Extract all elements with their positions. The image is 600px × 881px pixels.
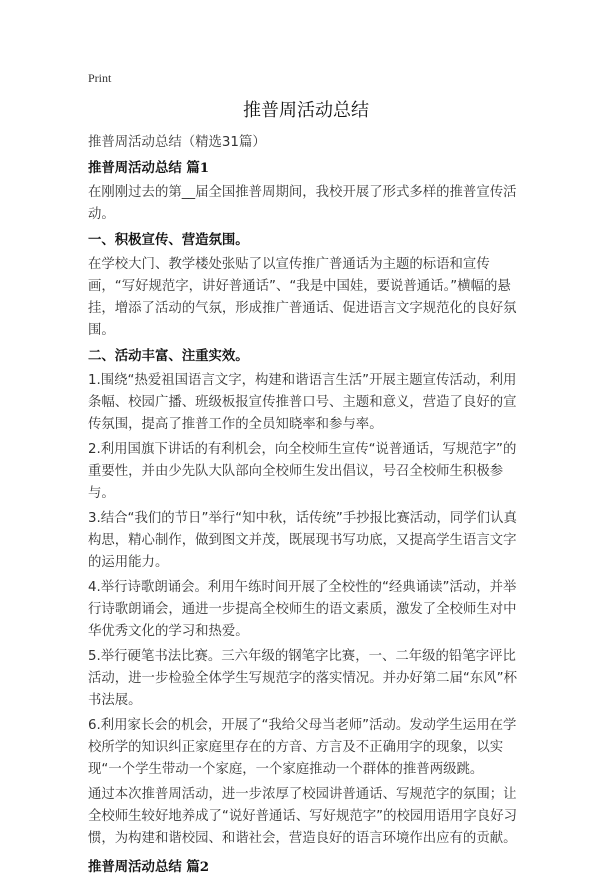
section-heading-2: 推普周活动总结 篇2	[88, 859, 210, 875]
document-page	[88, 68, 524, 881]
list-item: 3.结合“我们的节日”举行“知中秋，话传统”手抄报比赛活动，同学们认真构思，精心制作，做到图文并茂，既展现书写功底，又提高学生语言文字的运用能力。	[88, 511, 517, 570]
list-item: 1.围绕“热爱祖国语言文字，构建和谐语言生活”开展主题宣传活动，利用条幅、校园广播、班级板报宣传推普口号、主题和意义，营造了良好的宣传氛围，提高了推普工作的全员知晓率和参与率。	[88, 373, 517, 432]
list-item: 4.举行诗歌朗诵会。利用午练时间开展了全校性的“经典诵读”活动，并举行诗歌朗诵会，通进一步提高全校师生的语文素质，激发了全校师生对中华优秀文化的学习和热爱。	[88, 580, 517, 639]
subheading-2: 二、活动丰富、注重实效。	[88, 348, 249, 364]
list-item: 6.利用家长会的机会，开展了“我给父母当老师”活动。发动学生运用在学校所学的知识纠正家庭里存在的方音、方言及不正确用字的现象，以实现“一个学生带动一个家庭，一个家庭推动一个群体的推普两级跳。	[88, 718, 517, 777]
paragraph-publicity: 在学校大门、教学楼处张贴了以宣传推广普通话为主题的标语和宣传画，“写好规范字，讲好普通话”、“我是中国娃，要说普通话。”横幅的悬挂，增添了活动的气氛，形成推广普通话、促进语言文字规范化的良好氛围。	[88, 257, 517, 338]
print-link[interactable]: Print	[88, 71, 112, 85]
intro-paragraph: 在刚刚过去的第__届全国推普周期间，我校开展了形式多样的推普宣传活动。	[88, 185, 517, 222]
section-heading-1: 推普周活动总结 篇1	[88, 160, 210, 176]
document-title: 推普周活动总结	[243, 100, 369, 121]
subtitle: 推普周活动总结（精选31篇）	[88, 135, 266, 150]
subheading-1: 一、积极宣传、营造氛围。	[88, 232, 249, 248]
list-item: 5.举行硬笔书法比赛。三六年级的钢笔字比赛，一、二年级的铅笔字评比活动，进一步检验全体学生写规范字的落实情况。并办好第二届“东风”杯书法展。	[88, 649, 517, 708]
list-item: 2.利用国旗下讲话的有利机会，向全校师生宣传“说普通话，写规范字”的重要性，并由少先队大队部向全校师生发出倡议，号召全校师生积极参与。	[88, 442, 517, 501]
conclusion-paragraph: 通过本次推普周活动，进一步浓厚了校园讲普通话、写规范字的氛围；让全校师生较好地养成了“说好普通话、写好规范字”的校园用语用字良好习惯，为构建和谐校园、和谐社会，营造良好的语言环境作出应有的贡献。	[88, 787, 517, 846]
